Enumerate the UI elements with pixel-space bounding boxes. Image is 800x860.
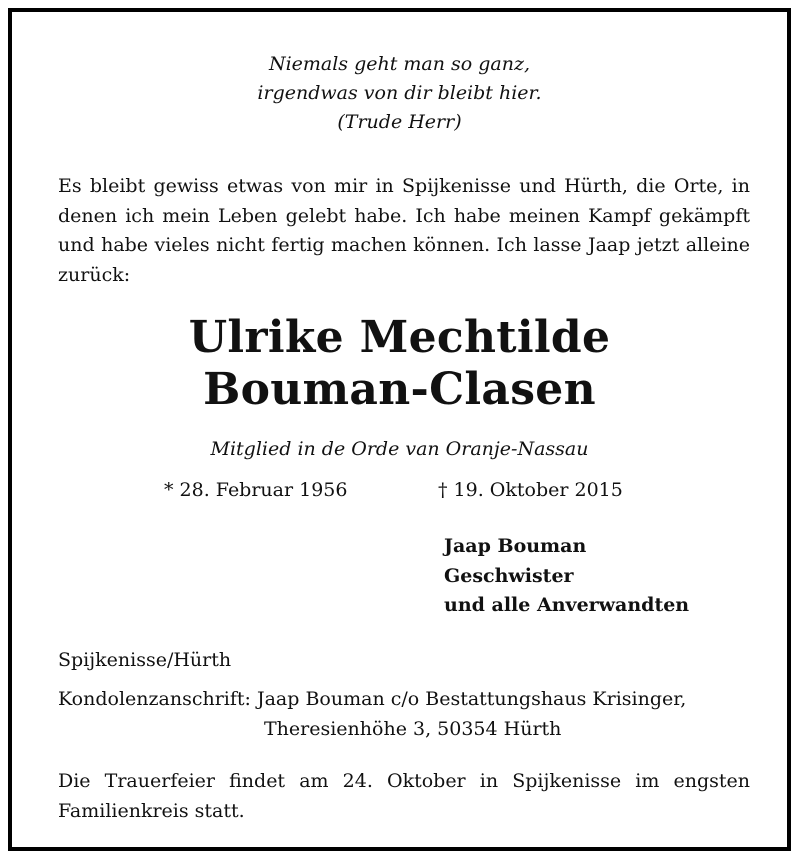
obituary-notice <box>8 8 791 851</box>
membership-line: Mitglied in de Orde van Oranje-Nassau <box>210 438 589 460</box>
survivor-item: Jaap Bouman <box>444 535 587 557</box>
condolence-address <box>58 685 686 744</box>
survivors-list <box>444 532 689 621</box>
quote-line: irgendwas von dir bleibt hier. <box>257 82 542 104</box>
quote-line: Niemals geht man so ganz, <box>268 53 531 75</box>
place-line: Spijkenisse/Hürth <box>58 649 232 671</box>
death-date: † 19. Oktober 2015 <box>438 479 623 501</box>
funeral-paragraph: Die Trauerfeier findet am 24. Oktober in Spijkenisse im engsten Familienkreis statt. <box>58 770 750 822</box>
quote-block <box>12 50 787 137</box>
condolence-line: Theresienhöhe 3, 50354 Hürth <box>264 717 562 740</box>
deceased-name-line: Bouman-Clasen <box>203 364 596 415</box>
quote-author: (Trude Herr) <box>337 111 462 133</box>
condolence-line: Kondolenzanschrift: Jaap Bouman c/o Bestattungshaus Krisinger, <box>58 688 687 710</box>
deceased-name-line: Ulrike Mechtilde <box>188 312 611 363</box>
survivor-item: Geschwister <box>444 564 574 587</box>
birth-date: * 28. Februar 1956 <box>164 479 348 501</box>
survivor-item: und alle Anverwandten <box>444 594 690 616</box>
deceased-name <box>12 312 787 416</box>
intro-paragraph: Es bleibt gewiss etwas von mir in Spijkenisse und Hürth, die Orte, in denen ich mein Leben gelebt habe. Ich habe meinen Kampf gekämpft und habe vieles nicht fertig machen können. Ich lasse Jaap jetzt alleine zurück: <box>58 175 750 286</box>
